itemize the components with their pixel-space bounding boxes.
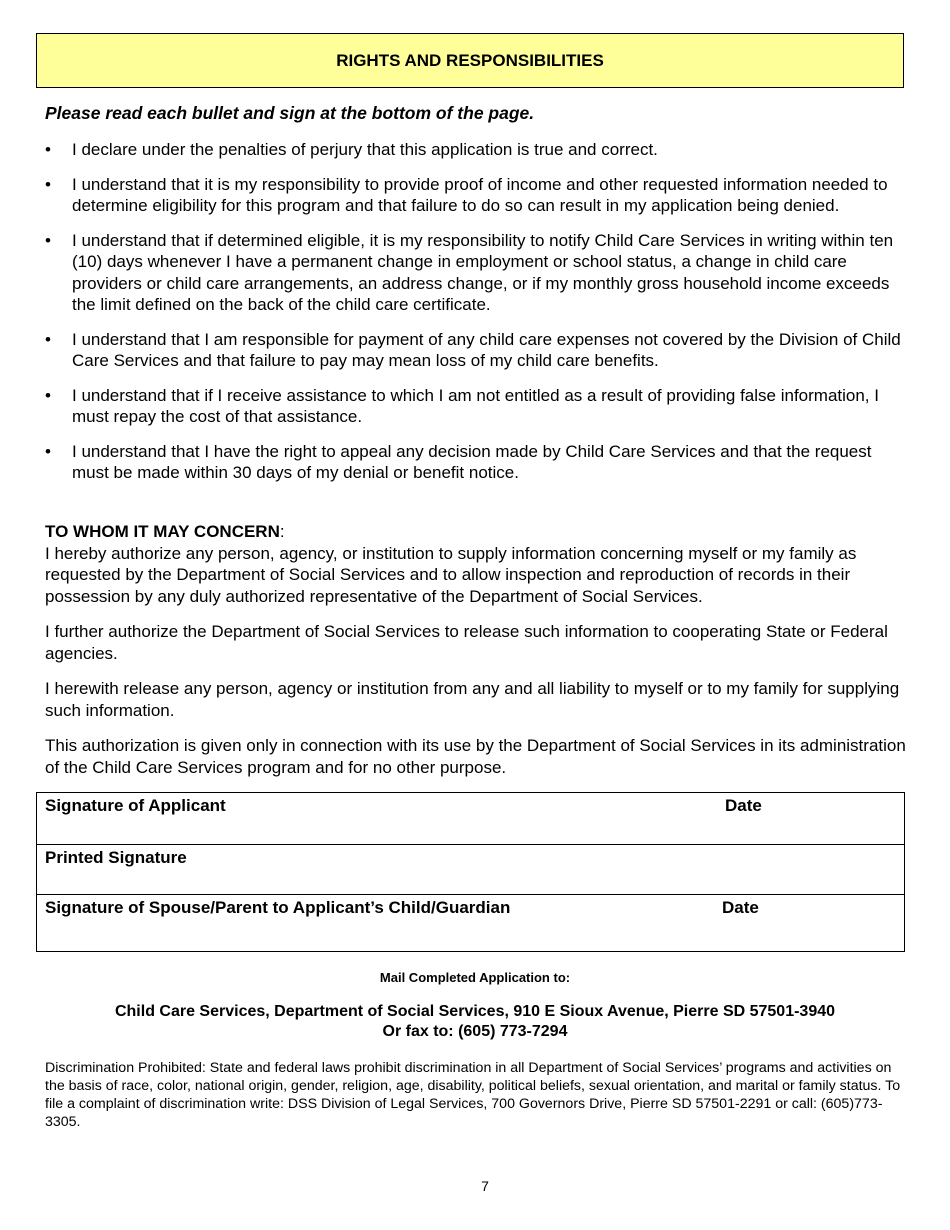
mail-address-block: [0, 1002, 950, 1042]
discrimination-notice: Discrimination Prohibited: State and federal laws prohibit discrimination in all Department of Social Services’ programs and activities on the basis of race, color, national origin, gender, religion, age, disability, political beliefs, sexual orientation, and marital or family status. To file a complaint of discrimination write: DSS Division of Legal Services, 700 Governors Drive, Pierre SD 57501-2291 or call: (605)773-3305.: [45, 1060, 901, 1130]
list-item-text: I declare under the penalties of perjury that this application is true and correct.: [72, 140, 658, 159]
applicant-signature-field[interactable]: [37, 793, 904, 845]
bullet-icon: •: [45, 329, 51, 349]
section-title: RIGHTS AND RESPONSIBILITIES: [336, 50, 604, 70]
authorization-heading-colon: :: [279, 522, 285, 541]
list-item-text: I understand that I am responsible for payment of any child care expenses not covered by the Division of Child Care Services and that failure to pay may mean loss of my child care benefits.: [72, 329, 901, 370]
list-item-text: I understand that if I receive assistance to which I am not entitled as a result of providing false information, I must repay the cost of that assistance.: [72, 385, 879, 426]
bullet-icon: •: [45, 174, 51, 194]
list-item-text: I understand that it is my responsibility to provide proof of income and other requested information needed to determine eligibility for this program and that failure to do so can result in my application being denied.: [72, 174, 888, 215]
spouse-signature-label: Signature of Spouse/Parent to Applicant’s Child/Guardian: [45, 898, 511, 917]
authorization-paragraph-1: I hereby authorize any person, agency, or institution to supply information concerning myself or my family as requested by the Department of Social Services and to allow inspection and reproduction of records in their possession by any duly authorized representative of the Department of Social Services.: [45, 543, 857, 606]
applicant-date-label: Date: [725, 796, 762, 815]
list-item: [45, 230, 907, 316]
authorization-paragraph-4: This authorization is given only in connection with its use by the Department of Social Services in its administration of the Child Care Services program and for no other purpose.: [45, 736, 906, 777]
authorization-heading-line: [45, 521, 907, 543]
list-item: [45, 329, 907, 372]
bullet-icon: •: [45, 230, 51, 250]
authorization-heading: TO WHOM IT MAY CONCERN: [45, 522, 280, 541]
spouse-date-label: Date: [722, 898, 759, 917]
printed-signature-field[interactable]: [37, 845, 904, 895]
authorization-paragraph-3: I herewith release any person, agency or institution from any and all liability to myself or to my family for supplying such information.: [45, 679, 900, 720]
fax-line: Or fax to: (605) 773-7294: [382, 1023, 568, 1040]
section-header: [36, 33, 904, 88]
authorization-paragraph-2: I further authorize the Department of Social Services to release such information to cooperating State or Federal agencies.: [45, 622, 888, 663]
printed-signature-label: Printed Signature: [45, 848, 187, 867]
list-item-text: I understand that if determined eligible, it is my responsibility to notify Child Care Services in writing within ten (10) days whenever I have a permanent change in employment or school status, a change in child care providers or child care arrangements, an address change, or if my monthly gross household income exceeds the limit defined on the back of the child care certificate.: [72, 230, 894, 314]
list-item: [45, 174, 907, 217]
list-item: [45, 385, 907, 428]
applicant-signature-label: Signature of Applicant: [45, 796, 226, 815]
page-number: 7: [481, 1178, 489, 1194]
mail-address: Child Care Services, Department of Social Services, 910 E Sioux Avenue, Pierre SD 57501-3940: [114, 1003, 836, 1020]
mail-label: Mail Completed Application to:: [379, 970, 571, 985]
list-item-text: I understand that I have the right to appeal any decision made by Child Care Services and that the request must be made within 30 days of my denial or benefit notice.: [72, 441, 872, 482]
bullet-icon: •: [45, 140, 51, 159]
instruction-text: Please read each bullet and sign at the bottom of the page.: [45, 103, 535, 123]
list-item: [45, 441, 907, 484]
bullet-icon: •: [45, 441, 51, 461]
spouse-signature-field[interactable]: [37, 895, 904, 951]
responsibilities-list: [45, 139, 907, 497]
bullet-icon: •: [45, 385, 51, 405]
list-item: [45, 139, 907, 161]
authorization-section: [45, 521, 907, 792]
signature-table: [36, 792, 905, 952]
